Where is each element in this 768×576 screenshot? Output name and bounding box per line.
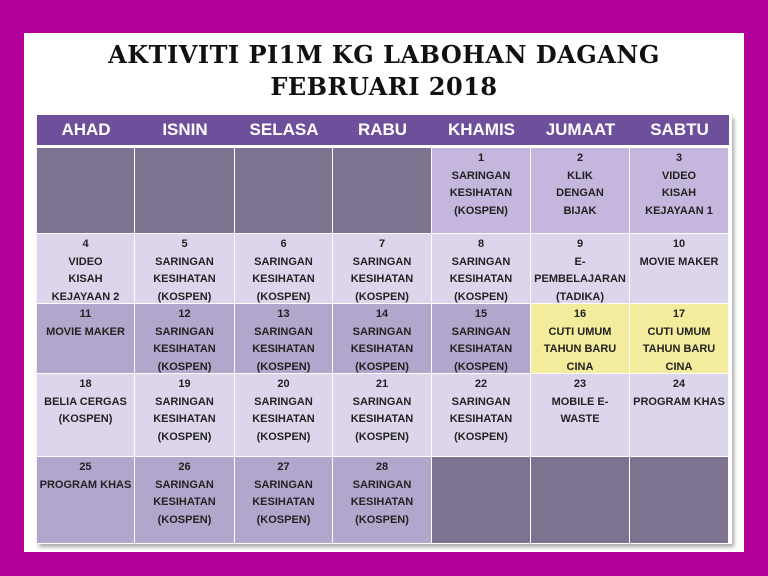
activity-text: KEJAYAAN 2 — [51, 290, 120, 303]
activity-text: KESIHATAN — [153, 273, 216, 285]
day-number: 25 — [79, 461, 92, 473]
activity-text: SARINGAN — [352, 255, 412, 268]
day-number: 16 — [573, 308, 587, 320]
activity-text: PEMBELAJARAN — [534, 273, 626, 285]
activity-text: (KOSPEN) — [157, 360, 212, 373]
day-header-sabtu: SABTU — [630, 115, 729, 148]
activity-text: (KOSPEN) — [256, 430, 311, 443]
activity-text: VIDEO — [68, 255, 103, 268]
calendar-cell-day-16 — [531, 304, 630, 374]
activity-text: KEJAYAAN 1 — [645, 204, 713, 217]
activity-text: TAHUN BARU — [642, 343, 716, 355]
calendar-cell-day-18 — [37, 374, 135, 457]
day-number: 27 — [277, 461, 290, 473]
slide — [24, 33, 744, 552]
calendar-cell-empty — [235, 148, 333, 234]
activity-text: DENGAN — [556, 187, 604, 199]
day-number: 15 — [474, 308, 488, 320]
calendar-cell-day-20 — [235, 374, 333, 457]
calendar-cell-day-27 — [235, 457, 333, 544]
activity-text: MOVIE MAKER — [46, 325, 125, 338]
day-number: 3 — [675, 152, 683, 164]
day-number: 5 — [181, 238, 188, 250]
activity-text: KESIHATAN — [350, 343, 414, 355]
day-number: 20 — [277, 378, 290, 390]
day-header-selasa: SELASA — [235, 115, 333, 148]
calendar-cell-day-8 — [432, 234, 531, 304]
activity-text: (KOSPEN) — [454, 290, 508, 303]
activity-text: KESIHATAN — [252, 496, 315, 508]
activity-text: KESIHATAN — [153, 413, 216, 425]
activity-text: (KOSPEN) — [355, 290, 409, 303]
calendar-cell-day-15 — [432, 304, 531, 374]
activity-text: KESIHATAN — [350, 496, 414, 508]
activity-text: PROGRAM KHAS — [39, 478, 132, 491]
activity-text: KESIHATAN — [252, 343, 315, 355]
calendar-cell-empty — [37, 148, 135, 234]
activity-text: SARINGAN — [451, 255, 511, 268]
activity-text: VIDEO — [661, 169, 697, 182]
title-line-1: AKTIVITI PI1M KG LABOHAN DAGANG — [108, 40, 660, 69]
activity-text: KESIHATAN — [252, 273, 315, 285]
calendar-cell-day-28 — [333, 457, 432, 544]
calendar-cell-day-4 — [37, 234, 135, 304]
activity-text: CINA — [566, 360, 594, 373]
activity-text: (KOSPEN) — [355, 360, 409, 373]
calendar-cell-day-12 — [135, 304, 235, 374]
activity-text: (KOSPEN) — [454, 360, 508, 373]
day-number: 17 — [672, 308, 686, 320]
calendar-cell-day-17 — [630, 304, 729, 374]
activity-text: SARINGAN — [155, 325, 214, 338]
calendar-cell-day-10 — [630, 234, 729, 304]
activity-text: (KOSPEN) — [355, 513, 409, 526]
activity-text: (KOSPEN) — [256, 290, 311, 303]
day-header-khamis: KHAMIS — [432, 115, 531, 148]
day-number: 22 — [474, 378, 488, 390]
calendar-cell-empty — [630, 457, 729, 544]
activity-text: SARINGAN — [451, 395, 511, 408]
day-number: 7 — [378, 238, 386, 250]
activity-text: (KOSPEN) — [157, 430, 212, 443]
day-number: 21 — [375, 378, 389, 390]
activity-text: SARINGAN — [254, 255, 313, 268]
day-number: 9 — [576, 238, 584, 250]
activity-text: KLIK — [567, 169, 593, 182]
activity-text: CUTI UMUM — [647, 325, 711, 338]
activity-text: SARINGAN — [155, 255, 214, 268]
calendar-cell-day-3 — [630, 148, 729, 234]
title-line-2: FEBRUARI 2018 — [270, 72, 498, 101]
activity-text: (TADIKA) — [555, 290, 605, 303]
calendar-cell-day-6 — [235, 234, 333, 304]
activity-text: (KOSPEN) — [256, 360, 311, 373]
activity-text: SARINGAN — [352, 395, 412, 408]
calendar-cell-day-19 — [135, 374, 235, 457]
calendar-cell-day-25 — [37, 457, 135, 544]
calendar-cell-day-23 — [531, 374, 630, 457]
activity-text: SARINGAN — [451, 325, 511, 338]
activity-text: CUTI UMUM — [548, 325, 612, 338]
activity-text: (KOSPEN) — [454, 204, 508, 217]
calendar-cell-day-13 — [235, 304, 333, 374]
day-number: 28 — [375, 461, 389, 473]
day-number: 10 — [672, 238, 686, 250]
activity-text: KESIHATAN — [449, 343, 513, 355]
activity-text: KESIHATAN — [449, 273, 513, 285]
activity-text: KESIHATAN — [350, 413, 414, 425]
activity-text: SARINGAN — [352, 325, 412, 338]
day-header-isnin: ISNIN — [135, 115, 235, 148]
day-number: 6 — [280, 238, 287, 250]
activity-text: (KOSPEN) — [355, 430, 409, 443]
day-number: 1 — [477, 152, 485, 164]
calendar-cell-empty — [432, 457, 531, 544]
activity-text: BELIA CERGAS — [44, 395, 127, 408]
page-title — [24, 39, 744, 103]
activity-text: WASTE — [560, 413, 600, 425]
calendar-table — [37, 115, 732, 544]
day-number: 8 — [477, 238, 485, 250]
activity-text: KESIHATAN — [449, 413, 513, 425]
activity-text: KISAH — [661, 187, 697, 199]
activity-text: KISAH — [68, 273, 103, 285]
activity-text: KESIHATAN — [449, 187, 513, 199]
calendar-cell-day-2 — [531, 148, 630, 234]
calendar-cell-day-14 — [333, 304, 432, 374]
activity-text: (KOSPEN) — [157, 513, 212, 526]
activity-text: SARINGAN — [254, 395, 313, 408]
day-number: 23 — [573, 378, 587, 390]
day-header-ahad: AHAD — [37, 115, 135, 148]
activity-text: SARINGAN — [155, 395, 214, 408]
day-number: 4 — [82, 238, 89, 250]
activity-text: MOBILE E- — [551, 395, 609, 408]
calendar-cell-day-11 — [37, 304, 135, 374]
activity-text: (KOSPEN) — [256, 513, 311, 526]
day-number: 26 — [178, 461, 191, 473]
calendar-cell-day-26 — [135, 457, 235, 544]
calendar-cell-day-5 — [135, 234, 235, 304]
calendar-cell-empty — [333, 148, 432, 234]
calendar-cell-day-24 — [630, 374, 729, 457]
activity-text: SARINGAN — [254, 325, 313, 338]
calendar-cell-day-21 — [333, 374, 432, 457]
calendar-cell-empty — [135, 148, 235, 234]
day-number: 24 — [672, 378, 686, 390]
activity-text: SARINGAN — [352, 478, 412, 491]
activity-text: PROGRAM KHAS — [633, 395, 725, 408]
activity-text: SARINGAN — [451, 169, 511, 182]
day-number: 11 — [79, 308, 92, 320]
calendar-cell-day-1 — [432, 148, 531, 234]
activity-text: KESIHATAN — [153, 343, 216, 355]
activity-text: TAHUN BARU — [543, 343, 617, 355]
activity-text: SARINGAN — [254, 478, 313, 491]
day-number: 18 — [79, 378, 92, 390]
day-number: 19 — [178, 378, 191, 390]
activity-text: (KOSPEN) — [157, 290, 212, 303]
activity-text: KESIHATAN — [252, 413, 315, 425]
activity-text: MOVIE MAKER — [639, 255, 719, 268]
activity-text: CINA — [665, 360, 693, 373]
activity-text: KESIHATAN — [350, 273, 414, 285]
activity-text: KESIHATAN — [153, 496, 216, 508]
day-header-rabu: RABU — [333, 115, 432, 148]
calendar-cell-day-9 — [531, 234, 630, 304]
calendar-cell-day-7 — [333, 234, 432, 304]
day-number: 14 — [375, 308, 389, 320]
activity-text: (KOSPEN) — [454, 430, 508, 443]
activity-text: E- — [574, 255, 586, 268]
day-number: 12 — [178, 308, 191, 320]
activity-text: (KOSPEN) — [58, 413, 113, 425]
day-number: 2 — [576, 152, 584, 164]
calendar-cell-day-22 — [432, 374, 531, 457]
activity-text: SARINGAN — [155, 478, 214, 491]
calendar-cell-empty — [531, 457, 630, 544]
day-number: 13 — [277, 308, 290, 320]
activity-text: BIJAK — [563, 204, 597, 217]
day-header-jumaat: JUMAAT — [531, 115, 630, 148]
